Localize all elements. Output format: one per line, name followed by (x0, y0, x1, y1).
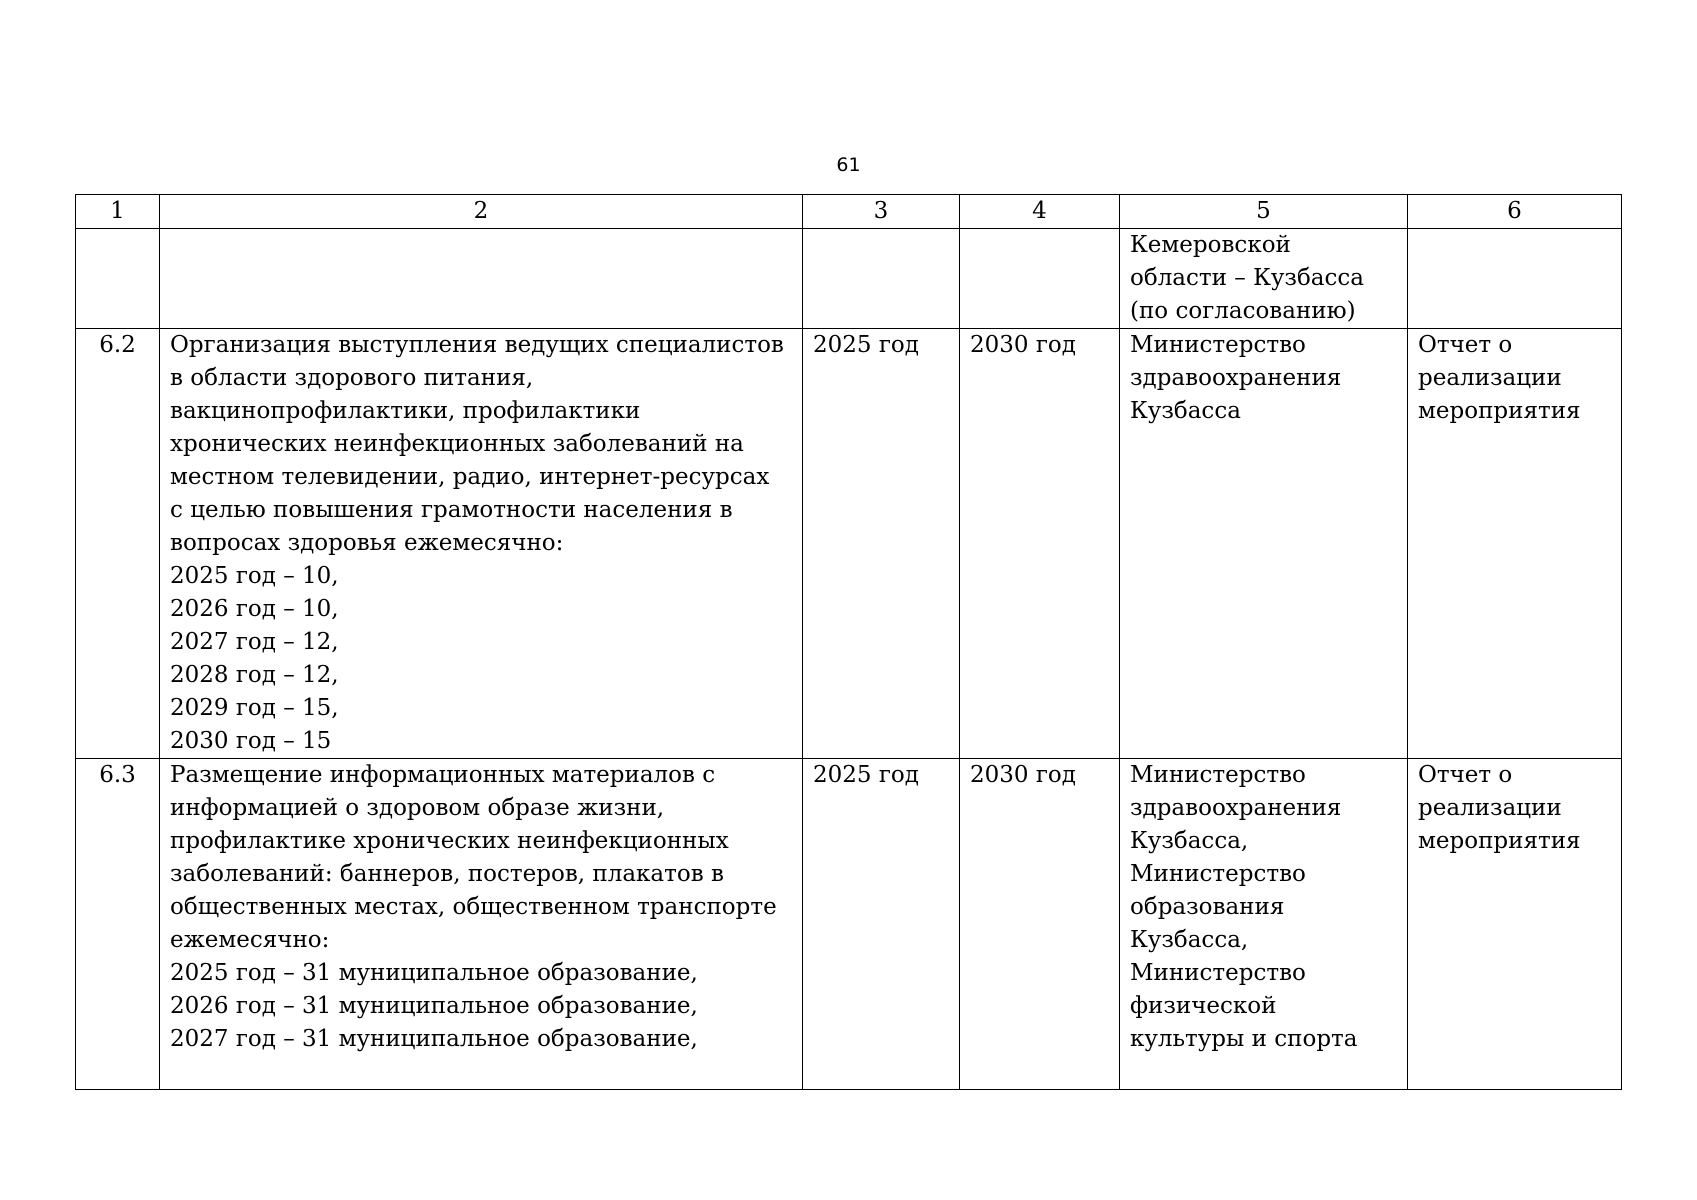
end-date-cell: 2030 год (960, 759, 1120, 1090)
column-header-2: 2 (160, 195, 803, 229)
table-row-continuation (76, 229, 1622, 329)
result-cell (1408, 229, 1622, 329)
description-cell-line: 2027 год – 12, (170, 629, 339, 655)
responsible-cell (1120, 759, 1408, 1090)
description-cell-line: 2025 год – 10, (170, 563, 339, 589)
responsible-cell-line: Министерство (1130, 861, 1306, 887)
table-row-6-2 (76, 329, 1622, 759)
result-cell-line: Отчет о (1418, 332, 1513, 358)
description-cell-line: 2029 год – 15, (170, 695, 339, 721)
description-cell-line: 2026 год – 31 муниципальное образование, (170, 993, 698, 1019)
result-cell-line: мероприятия (1418, 398, 1581, 424)
end-date-cell (960, 229, 1120, 329)
responsible-cell-line: здравоохранения (1130, 795, 1342, 821)
description-cell-line: ежемесячно: (170, 927, 330, 953)
responsible-cell-line: здравоохранения (1130, 365, 1342, 391)
result-cell-line: реализации (1418, 365, 1562, 391)
description-cell (160, 759, 803, 1090)
responsible-cell-line: Кемеровской (1130, 232, 1291, 258)
column-header-6: 6 (1408, 195, 1622, 229)
responsible-cell-line: Кузбасса, (1130, 927, 1249, 953)
item-number-cell (76, 229, 160, 329)
description-cell-line: в области здорового питания, (170, 365, 534, 391)
column-header-4: 4 (960, 195, 1120, 229)
description-cell (160, 229, 803, 329)
description-cell-line: 2027 год – 31 муниципальное образование, (170, 1026, 698, 1052)
responsible-cell-line: Кузбасса (1130, 398, 1241, 424)
description-cell-line: Размещение информационных материалов с (170, 762, 716, 788)
description-cell-line: общественных местах, общественном транспорте (170, 894, 777, 920)
responsible-cell-line: области – Кузбасса (1130, 265, 1364, 291)
measures-table (75, 194, 1622, 1090)
column-header-1: 1 (76, 195, 160, 229)
description-cell-line: информацией о здоровом образе жизни, (170, 795, 665, 821)
description-cell-line: заболеваний: баннеров, постеров, плакатов в (170, 861, 724, 887)
item-number-cell: 6.2 (76, 329, 160, 759)
description-cell-line: 2030 год – 15 (170, 728, 332, 754)
result-cell (1408, 759, 1622, 1090)
responsible-cell-line: Кузбасса, (1130, 828, 1249, 854)
page-number: 61 (836, 154, 861, 176)
table-header-row (76, 195, 1622, 229)
responsible-cell-line: физической (1130, 993, 1277, 1019)
responsible-cell-line: (по согласованию) (1130, 298, 1356, 324)
description-cell-line: хронических неинфекционных заболеваний на (170, 431, 744, 457)
responsible-cell-line: Министерство (1130, 332, 1306, 358)
description-cell-line: вакцинопрофилактики, профилактики (170, 398, 641, 424)
responsible-cell-line: образования (1130, 894, 1285, 920)
result-cell (1408, 329, 1622, 759)
description-cell-line: 2026 год – 10, (170, 596, 339, 622)
description-cell (160, 329, 803, 759)
table-body (76, 229, 1622, 1090)
description-cell-line: 2025 год – 31 муниципальное образование, (170, 960, 698, 986)
result-cell-line: мероприятия (1418, 828, 1581, 854)
table-row-6-3 (76, 759, 1622, 1090)
description-cell-line: с целью повышения грамотности населения в (170, 497, 733, 523)
start-date-cell: 2025 год (803, 759, 960, 1090)
start-date-cell: 2025 год (803, 329, 960, 759)
description-cell-line: 2028 год – 12, (170, 662, 339, 688)
responsible-cell-line: Министерство (1130, 762, 1306, 788)
end-date-cell: 2030 год (960, 329, 1120, 759)
description-cell-line: профилактике хронических неинфекционных (170, 828, 729, 854)
description-cell-line: вопросах здоровья ежемесячно: (170, 530, 564, 556)
result-cell-line: реализации (1418, 795, 1562, 821)
description-cell-line: Организация выступления ведущих специалистов (170, 332, 784, 358)
column-header-5: 5 (1120, 195, 1408, 229)
description-cell-line: местном телевидении, радио, интернет-ресурсах (170, 464, 770, 490)
item-number-cell: 6.3 (76, 759, 160, 1090)
column-header-3: 3 (803, 195, 960, 229)
responsible-cell-line: культуры и спорта (1130, 1026, 1358, 1052)
responsible-cell (1120, 329, 1408, 759)
start-date-cell (803, 229, 960, 329)
responsible-cell (1120, 229, 1408, 329)
responsible-cell-line: Министерство (1130, 960, 1306, 986)
result-cell-line: Отчет о (1418, 762, 1513, 788)
